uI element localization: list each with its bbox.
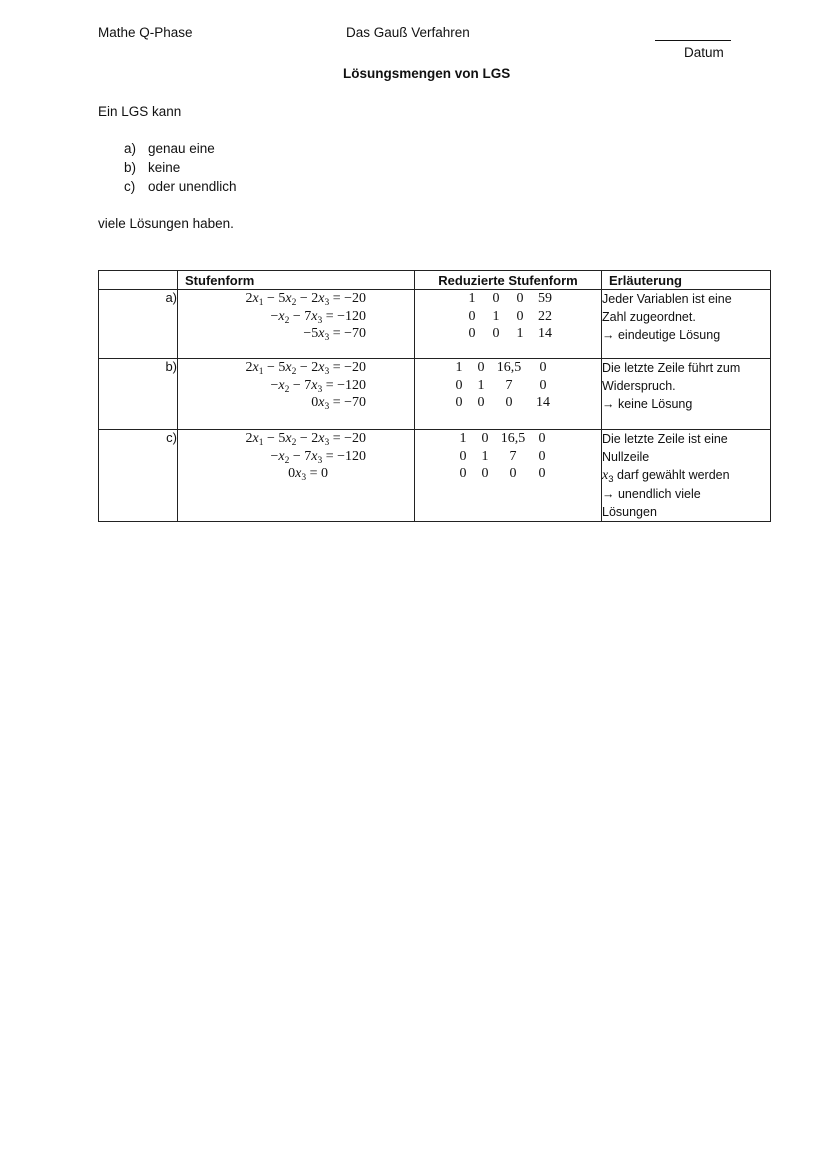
option-label: c) [124, 179, 136, 194]
explanation: Die letzte Zeile ist eine Nullzeile $x_3$ darf gewählt werden → unendlich viele Lösungen [602, 430, 771, 522]
option-text: keine [148, 160, 181, 175]
equation-system: $2x_1 - 5x_2 - 2x_3 = -20$ $-x_2 - 7x_3 = -120$ $0x_3 = -70$ [178, 359, 415, 430]
outro-text: viele Lösungen haben. [98, 216, 234, 231]
intro-text: Ein LGS kann [98, 104, 182, 119]
option-text: genau eine [148, 141, 215, 156]
reduced-matrix: 1 0 16,5 0 0 1 7 0 0 0 0 14 [415, 359, 602, 430]
explanation: Die letzte Zeile führt zum Widerspruch. → keine Lösung [602, 359, 771, 430]
course-label: Mathe Q-Phase [98, 25, 193, 40]
header-reduziert: Reduzierte Stufenform [415, 271, 602, 290]
solution-table [98, 270, 771, 522]
header-erlaeuterung: Erläuterung [602, 271, 771, 290]
equation-system: $2x_1 - 5x_2 - 2x_3 = -20$ $-x_2 - 7x_3 = -120$ $-5x_3 = -70$ [178, 290, 415, 359]
row-label: b) [99, 359, 178, 430]
date-label: Datum [684, 45, 724, 60]
option-text: oder unendlich [148, 179, 237, 194]
header-empty [99, 271, 178, 290]
equation-system: $2x_1 - 5x_2 - 2x_3 = -20$ $-x_2 - 7x_3 = -120$ $0x_3 = 0$ [178, 430, 415, 522]
row-label: a) [99, 290, 178, 359]
table-header-row [99, 271, 771, 290]
reduced-matrix: 1 0 0 59 0 1 0 22 0 0 1 14 [415, 290, 602, 359]
header-stufenform: Stufenform [178, 271, 415, 290]
option-label: a) [124, 141, 137, 156]
table-row [99, 430, 771, 522]
topic-label: Das Gauß Verfahren [346, 25, 470, 40]
option-c [124, 179, 237, 194]
table-row [99, 359, 771, 430]
option-a [124, 141, 215, 156]
row-label: c) [99, 430, 178, 522]
page-title: Lösungsmengen von LGS [343, 66, 511, 81]
reduced-matrix: 1 0 16,5 0 0 1 7 0 0 0 0 0 [415, 430, 602, 522]
date-line [655, 40, 731, 41]
explanation: Jeder Variablen ist eine Zahl zugeordnet. → eindeutige Lösung [602, 290, 771, 359]
option-label: b) [124, 160, 137, 175]
option-b [124, 160, 180, 175]
table-row [99, 290, 771, 359]
